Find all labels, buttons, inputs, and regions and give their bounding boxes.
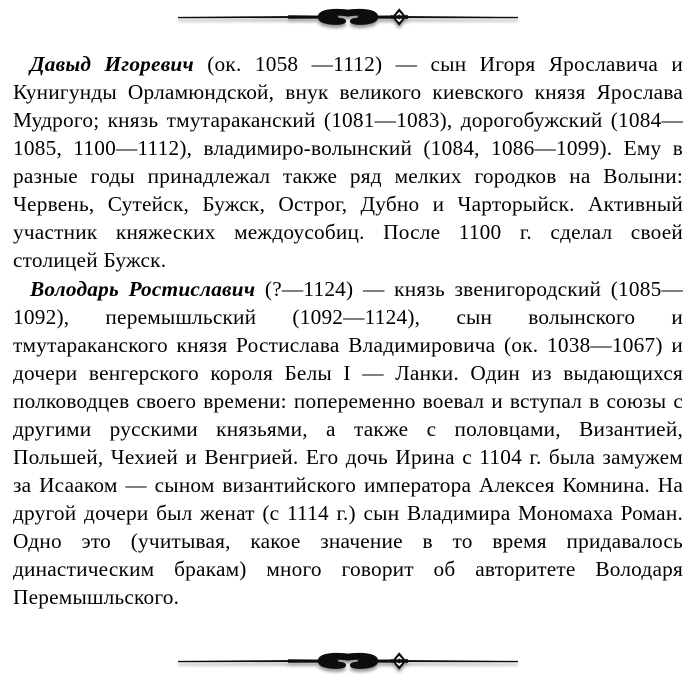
decorative-divider-bottom bbox=[0, 650, 696, 676]
ornament-graphic bbox=[176, 650, 520, 676]
person-name-david-igorevich: Давыд Игоревич bbox=[30, 52, 194, 76]
paragraph-text-volodar-rostislavich: (?—1124) — князь звенигородский (1085—1092), перемышльский (1092—1124), сын волынского и тмутараканского князя Ростислава Владимировича (ок. 1038—1067) и дочери венгерского короля Белы I — Ланки. Один из выдающихся полководцев своего времени: попеременно воевал и вступал в союзы с другими русскими князьями, а также с половцами, Византией, Польшей, Чехией и Венгрией. Его дочь Ирина с 1104 г. была замужем за Исааком — сыном византийского императора Алексея Комнина. На другой дочери был женат (с 1114 г.) сын Владимира Мономаха Роман. Одно это (учитывая, какое значение в то время придавалось династическим бракам) много говорит об авторитете Володаря Перемышльского. bbox=[13, 277, 684, 609]
paragraph-text-david-igorevich: (ок. 1058 —1112) — сын Игоря Ярославича и Кунигунды Орламюндской, внук великого киевского князя Ярослава Мудрого; князь тмутараканский (1081—1083), дорогобужский (1084—1085, 1100—1112), владимиро-волынский (1084, 1086—1099). Ему в разные годы принадлежал также ряд мелких городков на Волыни: Червень, Сутейск, Бужск, Острог, Дубно и Чарторыйск. Активный участник княжеских междоусобиц. После 1100 г. сделал своей столицей Бужск. bbox=[13, 52, 683, 272]
paragraph-volodar-rostislavich bbox=[13, 275, 683, 611]
document-body bbox=[13, 50, 683, 611]
decorative-divider-top bbox=[0, 6, 696, 32]
ornament-graphic bbox=[176, 6, 520, 32]
person-name-volodar-rostislavich: Володарь Ростиславич bbox=[30, 277, 256, 301]
paragraph-david-igorevich bbox=[13, 50, 683, 274]
